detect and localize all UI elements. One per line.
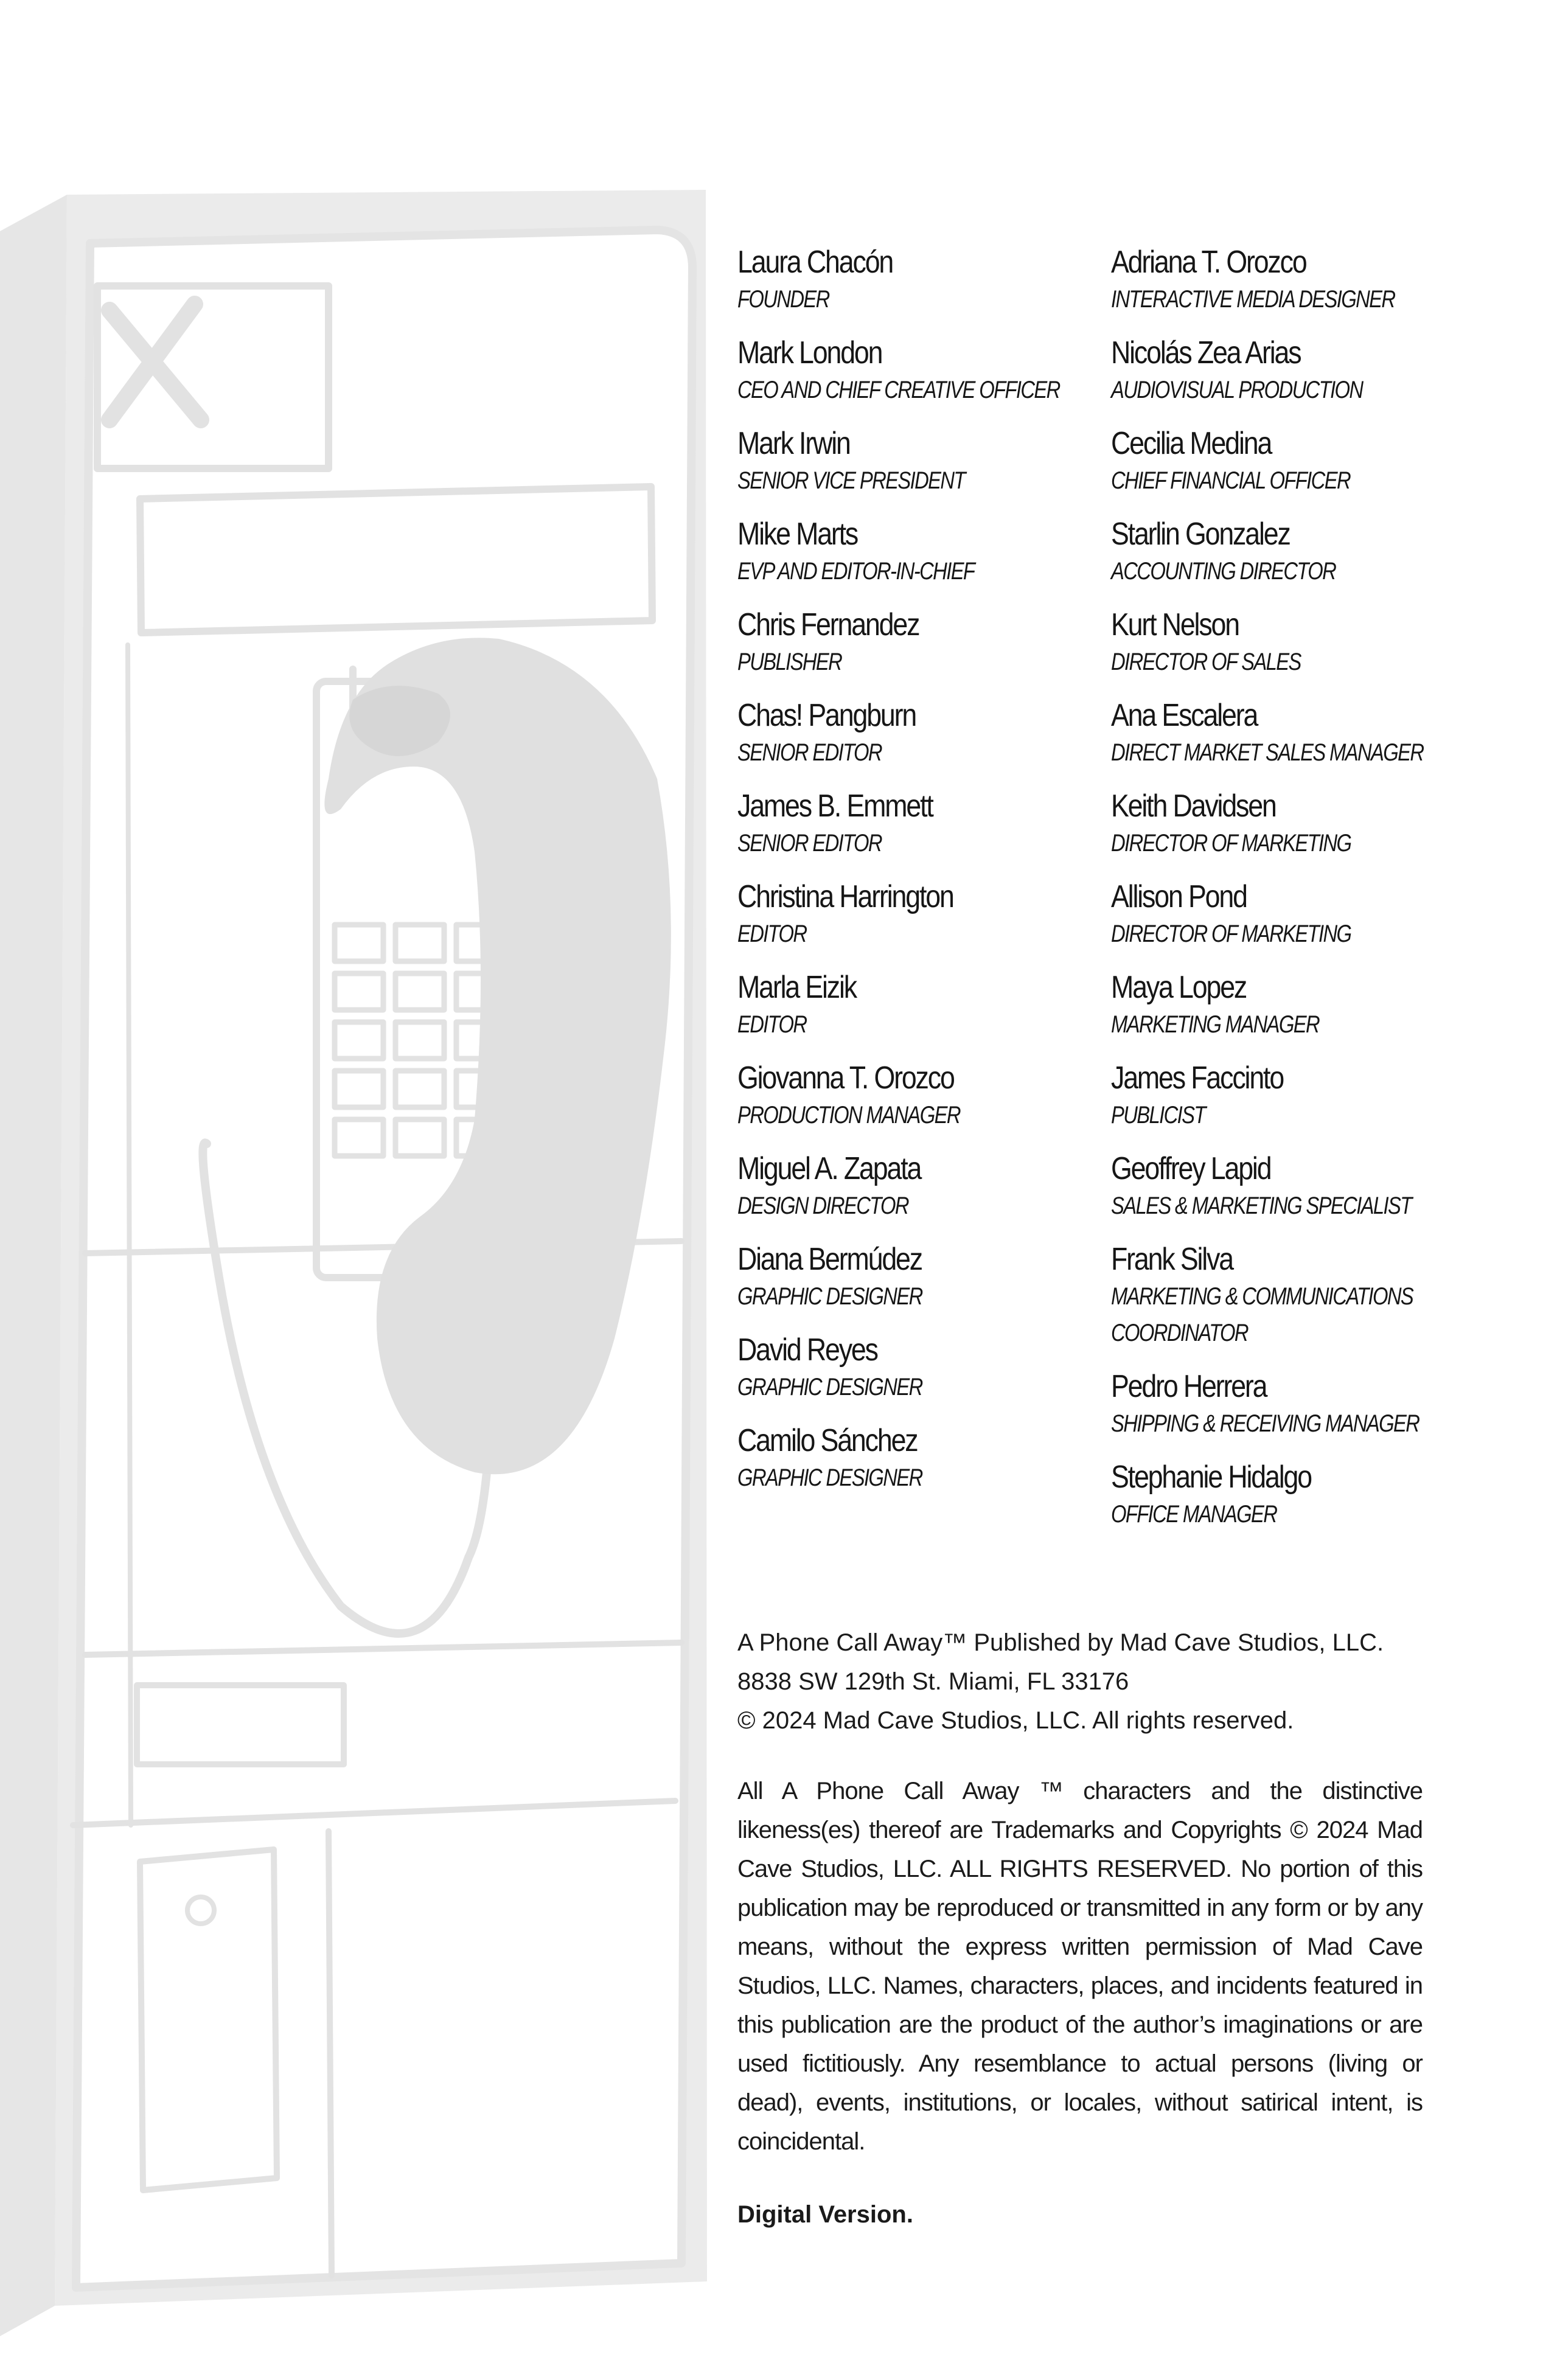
staff-role: DIRECTOR OF MARKETING bbox=[1111, 830, 1351, 857]
staff-entry bbox=[737, 697, 1111, 771]
staff-role: DESIGN DIRECTOR bbox=[737, 1192, 908, 1219]
staff-name: Frank Silva bbox=[1111, 1242, 1233, 1277]
staff-entry bbox=[1111, 425, 1455, 499]
staff-role: DIRECTOR OF MARKETING bbox=[1111, 920, 1351, 947]
legal-notice: All A Phone Call Away ™ characters and the distinctive likeness(es) thereof are Trademarks and Copyrights © 2024 Mad Cave Studios, LLC. ALL RIGHTS RESERVED. No portion of this publication may be reproduced or transmitted in any form or by any means, without the express written permission of Mad Cave Studios, LLC. Names, characters, places, and incidents featured in this publication are the product of the author’s imaginations or are used fictitiously. Any resemblance to actual persons (living or dead), events, institutions, or locales, without satirical intent, is coincidental. bbox=[737, 1778, 1423, 2155]
staff-entry bbox=[737, 787, 1111, 861]
staff-name: Pedro Herrera bbox=[1111, 1369, 1267, 1404]
staff-role: DIRECTOR OF SALES bbox=[1111, 649, 1301, 675]
staff-column-right bbox=[1111, 243, 1455, 1549]
staff-name: Nicolás Zea Arias bbox=[1111, 335, 1301, 371]
staff-role: SENIOR EDITOR bbox=[737, 739, 882, 766]
staff-name: Allison Pond bbox=[1111, 879, 1247, 914]
staff-name: Christina Harrington bbox=[737, 879, 953, 914]
staff-role: PRODUCTION MANAGER bbox=[737, 1102, 960, 1129]
staff-name: Chris Fernandez bbox=[737, 607, 919, 642]
staff-role: PUBLICIST bbox=[1111, 1102, 1205, 1129]
staff-name: James B. Emmett bbox=[737, 788, 933, 824]
staff-name: Starlin Gonzalez bbox=[1111, 517, 1290, 552]
staff-role: PUBLISHER bbox=[737, 649, 842, 675]
staff-name: Giovanna T. Orozco bbox=[737, 1060, 954, 1096]
staff-entry bbox=[737, 878, 1111, 952]
staff-entry bbox=[1111, 1059, 1455, 1133]
staff-role: OFFICE MANAGER bbox=[1111, 1501, 1277, 1528]
address-line: 8838 SW 129th St. Miami, FL 33176 bbox=[737, 1668, 1129, 1695]
staff-name: Stephanie Hidalgo bbox=[1111, 1460, 1311, 1495]
staff-name: Mark London bbox=[737, 335, 882, 371]
staff-role: SENIOR VICE PRESIDENT bbox=[737, 467, 965, 494]
staff-name: David Reyes bbox=[737, 1332, 877, 1368]
staff-name: Kurt Nelson bbox=[1111, 607, 1239, 642]
staff-entry bbox=[737, 425, 1111, 499]
staff-entry bbox=[1111, 515, 1455, 590]
staff-role: SENIOR EDITOR bbox=[737, 830, 882, 857]
staff-entry bbox=[1111, 606, 1455, 680]
publication-info bbox=[737, 1623, 1423, 1740]
staff-name: Geoffrey Lapid bbox=[1111, 1151, 1271, 1186]
staff-name: Chas! Pangburn bbox=[737, 698, 916, 733]
staff-entry bbox=[1111, 1368, 1455, 1442]
staff-entry bbox=[737, 606, 1111, 680]
staff-role: AUDIOVISUAL PRODUCTION bbox=[1111, 377, 1363, 403]
copyright-line: © 2024 Mad Cave Studios, LLC. All rights reserved. bbox=[737, 1707, 1294, 1734]
staff-entry bbox=[737, 1422, 1111, 1496]
staff-name: Camilo Sánchez bbox=[737, 1423, 918, 1458]
staff-role: CEO AND CHIEF CREATIVE OFFICER bbox=[737, 377, 1060, 403]
staff-role: CHIEF FINANCIAL OFFICER bbox=[1111, 467, 1350, 494]
staff-name: Adriana T. Orozco bbox=[1111, 245, 1306, 280]
staff-role: FOUNDER bbox=[737, 286, 829, 313]
staff-entry bbox=[737, 969, 1111, 1043]
staff-role: EVP AND EDITOR-IN-CHIEF bbox=[737, 558, 975, 585]
staff-role: GRAPHIC DESIGNER bbox=[737, 1464, 922, 1491]
staff-role: GRAPHIC DESIGNER bbox=[737, 1374, 922, 1401]
staff-entry bbox=[1111, 1458, 1455, 1533]
staff-entry bbox=[737, 1150, 1111, 1224]
staff-entry bbox=[1111, 1240, 1455, 1351]
digital-version-label: Digital Version. bbox=[737, 2201, 913, 2228]
staff-role: SHIPPING & RECEIVING MANAGER bbox=[1111, 1410, 1419, 1437]
staff-entry bbox=[1111, 969, 1455, 1043]
staff-name: Diana Bermúdez bbox=[737, 1242, 922, 1277]
staff-name: Marla Eizik bbox=[737, 970, 857, 1005]
staff-entry bbox=[737, 243, 1111, 318]
staff-role: INTERACTIVE MEDIA DESIGNER bbox=[1111, 286, 1395, 313]
staff-role: DIRECT MARKET SALES MANAGER bbox=[1111, 739, 1424, 766]
staff-entry bbox=[737, 1240, 1111, 1315]
staff-column-left bbox=[737, 243, 1111, 1549]
staff-role: MARKETING MANAGER bbox=[1111, 1011, 1320, 1038]
staff-entry bbox=[737, 1059, 1111, 1133]
staff-role: ACCOUNTING DIRECTOR bbox=[1111, 558, 1336, 585]
staff-name: Keith Davidsen bbox=[1111, 788, 1276, 824]
staff-name: Ana Escalera bbox=[1111, 698, 1258, 733]
staff-name: Mike Marts bbox=[737, 517, 858, 552]
staff-entry bbox=[1111, 878, 1455, 952]
staff-role: MARKETING & COMMUNICATIONS COORDINATOR bbox=[1111, 1283, 1413, 1346]
staff-entry bbox=[737, 334, 1111, 408]
staff-entry bbox=[1111, 334, 1455, 408]
staff-role: EDITOR bbox=[737, 1011, 807, 1038]
staff-name: Maya Lopez bbox=[1111, 970, 1247, 1005]
staff-role: EDITOR bbox=[737, 920, 807, 947]
staff-name: Cecilia Medina bbox=[1111, 426, 1272, 461]
staff-entry bbox=[1111, 1150, 1455, 1224]
staff-entry bbox=[737, 515, 1111, 590]
staff-name: James Faccinto bbox=[1111, 1060, 1284, 1096]
legal-section bbox=[737, 1623, 1423, 2161]
staff-name: Miguel A. Zapata bbox=[737, 1151, 921, 1186]
staff-entry bbox=[1111, 787, 1455, 861]
staff-name: Mark Irwin bbox=[737, 426, 850, 461]
staff-entry bbox=[1111, 243, 1455, 318]
staff-name: Laura Chacón bbox=[737, 245, 893, 280]
staff-credits bbox=[737, 243, 1455, 1549]
staff-entry bbox=[1111, 697, 1455, 771]
publication-line: A Phone Call Away™ Published by Mad Cave Studios, LLC. bbox=[737, 1629, 1384, 1656]
staff-role: SALES & MARKETING SPECIALIST bbox=[1111, 1192, 1412, 1219]
staff-entry bbox=[737, 1331, 1111, 1405]
staff-role: GRAPHIC DESIGNER bbox=[737, 1283, 922, 1310]
